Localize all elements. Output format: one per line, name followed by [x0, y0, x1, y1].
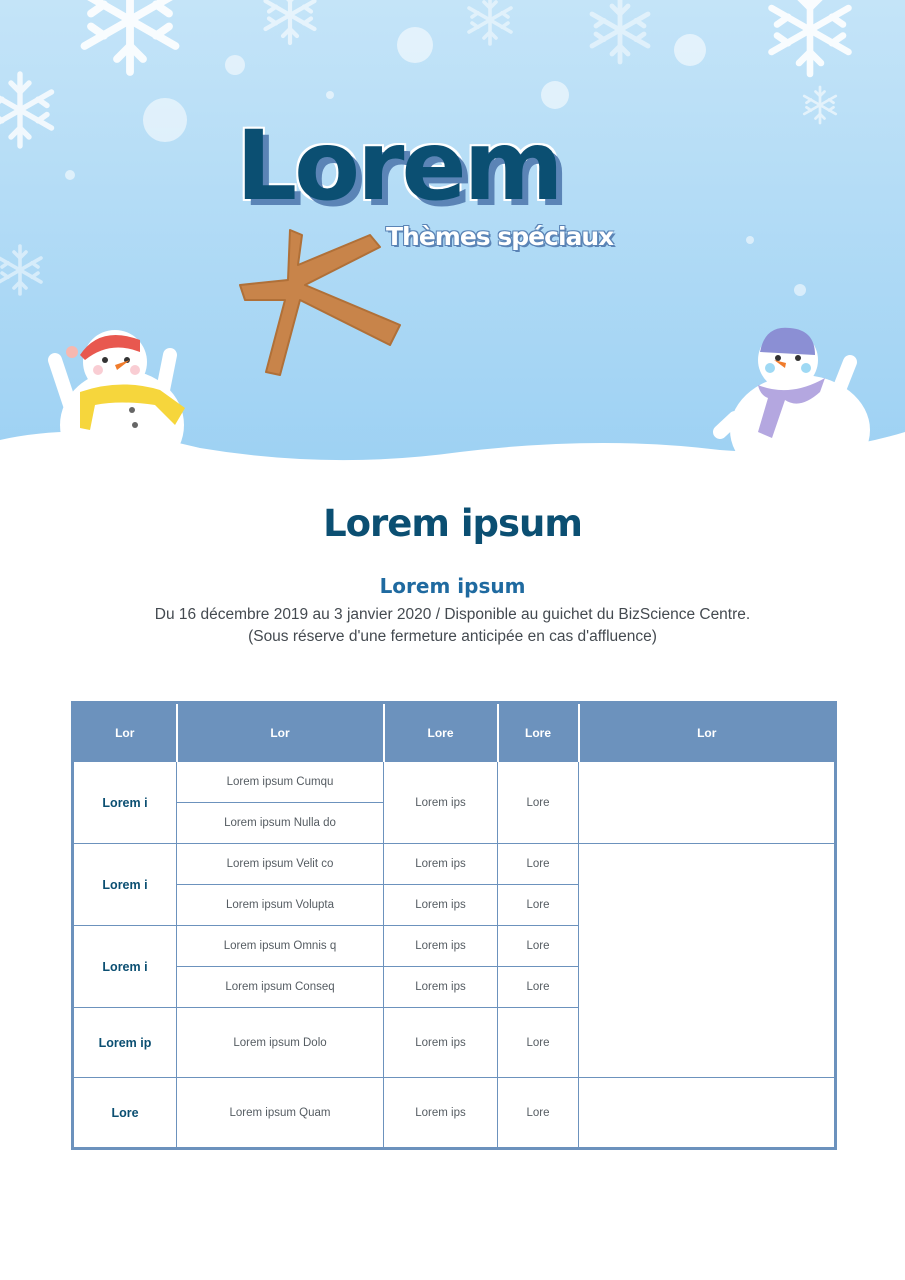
value-cell: Lore: [498, 1078, 579, 1149]
group-label: Lore: [73, 1078, 177, 1149]
table-row: [73, 1078, 836, 1149]
column-header: Lor: [579, 703, 836, 762]
group-label: Lorem i: [73, 844, 177, 926]
item-cell: Lorem ipsum Dolo: [177, 1008, 384, 1078]
value-cell: Lorem ips: [384, 1078, 498, 1149]
item-cell: Lorem ipsum Nulla do: [177, 803, 384, 844]
description-line: Du 16 décembre 2019 au 3 janvier 2020 / Disponible au guichet du BizScience Centre.: [154, 606, 751, 623]
item-cell: Lorem ipsum Velit co: [177, 844, 384, 885]
item-cell: Lorem ipsum Omnis q: [177, 926, 384, 967]
value-cell: Lorem ips: [384, 967, 498, 1008]
schedule-table: [71, 701, 837, 1150]
value-cell: Lore: [498, 844, 579, 885]
schedule-table-wrapper: [71, 701, 834, 1150]
empty-cell: [579, 844, 836, 1078]
event-description: [0, 604, 905, 648]
value-cell: Lorem ips: [384, 1008, 498, 1078]
value-cell: Lorem ips: [384, 762, 498, 844]
value-cell: Lorem ips: [384, 844, 498, 885]
item-cell: Lorem ipsum Volupta: [177, 885, 384, 926]
column-header: Lore: [498, 703, 579, 762]
section-title: Lorem ipsum: [379, 574, 526, 598]
value-cell: Lore: [498, 762, 579, 844]
value-cell: Lorem ips: [384, 926, 498, 967]
group-label: Lorem i: [73, 762, 177, 844]
item-cell: Lorem ipsum Conseq: [177, 967, 384, 1008]
table-header-row: [73, 703, 836, 762]
value-cell: Lore: [498, 967, 579, 1008]
group-label: Lorem i: [73, 926, 177, 1008]
page-title: Lorem ipsum: [323, 502, 582, 545]
item-cell: Lorem ipsum Quam: [177, 1078, 384, 1149]
group-label: Lorem ip: [73, 1008, 177, 1078]
logo-subtitle: Thèmes spéciaux: [386, 222, 614, 251]
column-header: Lore: [384, 703, 498, 762]
column-header: Lor: [177, 703, 384, 762]
value-cell: Lore: [498, 1008, 579, 1078]
value-cell: Lore: [498, 885, 579, 926]
logo-title: Lorem: [236, 110, 561, 222]
item-cell: Lorem ipsum Cumqu: [177, 762, 384, 803]
value-cell: Lore: [498, 926, 579, 967]
description-line: (Sous réserve d'une fermeture anticipée en cas d'affluence): [248, 628, 657, 645]
empty-cell: [579, 762, 836, 844]
empty-cell: [579, 1078, 836, 1149]
value-cell: Lorem ips: [384, 885, 498, 926]
table-row: [73, 844, 836, 885]
column-header: Lor: [73, 703, 177, 762]
hero-banner: [0, 0, 905, 470]
table-row: [73, 762, 836, 803]
